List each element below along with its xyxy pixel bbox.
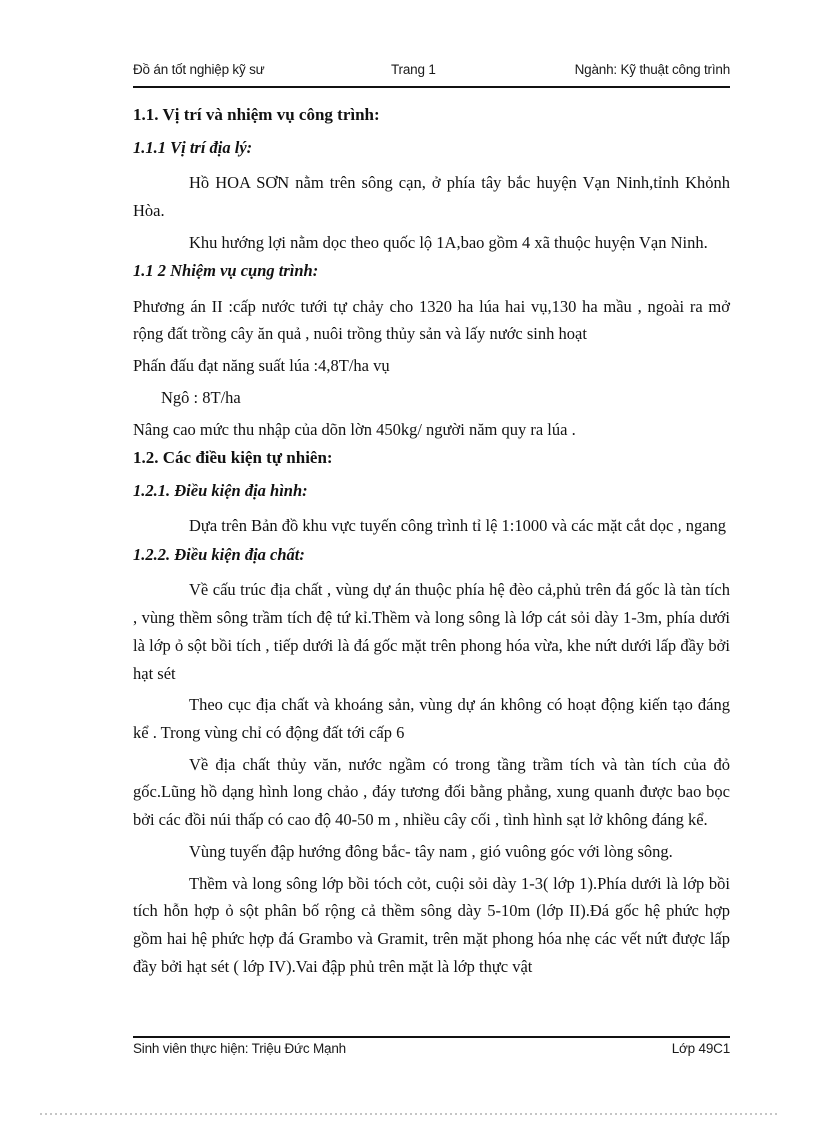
paragraph-1-1-1-b: Khu hướng lợi nằm dọc theo quốc lộ 1A,bao gồm 4 xã thuộc huyện Vạn Ninh. bbox=[189, 232, 708, 252]
footer-student-name: Sinh viên thực hiện: Triệu Đức Mạnh bbox=[133, 1041, 346, 1056]
scan-edge-artifact bbox=[40, 1113, 780, 1115]
heading-1-2-2: 1.2.2. Điều kiện địa chất: bbox=[133, 545, 305, 565]
paragraph-1-1-2-a: Phương án II :cấp nước tưới tự chảy cho 1320 ha lúa hai vụ,130 ha mầu , ngoài ra mở rộng đất trồng cây ăn quả , nuôi trồng thủy sản và lấy nước sinh hoạt bbox=[133, 296, 730, 344]
heading-1-2: 1.2. Các điều kiện tự nhiên: bbox=[133, 448, 333, 468]
page-header bbox=[133, 62, 730, 86]
heading-1-2-1: 1.2.1. Điều kiện địa hình: bbox=[133, 481, 308, 501]
document-body bbox=[133, 92, 730, 980]
paragraph-1-2-1-a: Dựa trên Bản đồ khu vực tuyến công trình tỉ lệ 1:1000 và các mặt cắt dọc , ngang bbox=[189, 516, 727, 536]
paragraph-1-2-2-a: Về cấu trúc địa chất , vùng dự án thuộc phía hệ đèo cả,phủ trên đá gốc là tàn tích , vùng thềm sông trầm tích đệ tứ kỉ.Thềm và long sông là lớp cát sỏi dày 1-3m, phía dưới là lớp ỏ sột bồi tích , tiếp dưới là đá gốc mặt trên phong hóa vừa, khe nứt dưới lấp đầy bởi hạt sét bbox=[133, 580, 730, 683]
paragraph-1-1-2-b: Phấn đấu đạt năng suất lúa :4,8T/ha vụ bbox=[133, 356, 390, 376]
paragraph-1-1-2-c: Ngô : 8T/ha bbox=[161, 387, 241, 407]
paragraph-1-2-2-c: Về địa chất thủy văn, nước ngầm có trong tầng trầm tích và tàn tích của đỏ gốc.Lũng hồ dạng hình long chảo , đáy tương đối bằng phẳng, xung quanh được bao bọc bởi các đồi núi thấp có cao độ 40-50 m , nhiều cây cối , tình hình sạt lở không đáng kể. bbox=[133, 754, 730, 830]
paragraph-1-2-2-d: Vùng tuyến đập hướng đông bắc- tây nam , gió vuông góc với lòng sông. bbox=[189, 841, 673, 861]
header-left-text: Đồ án tốt nghiệp kỹ sư bbox=[133, 62, 265, 77]
footer-divider-rule bbox=[133, 1036, 730, 1038]
heading-1-1: 1.1. Vị trí và nhiệm vụ công trình: bbox=[133, 105, 380, 124]
paragraph-1-1-1-a: Hồ HOA SƠN nằm trên sông cạn, ở phía tây bắc huyện Vạn Ninh,tỉnh Khỏnh Hòa. bbox=[133, 173, 730, 220]
paragraph-1-2-2-e: Thềm và long sông lớp bồi tóch cỏt, cuội sỏi dày 1-3( lớp 1).Phía dưới là lớp bồi tích hỗn hợp ỏ sột phân bố rộng cả thềm sông dày 5-10m (lớp II).Đá gốc hệ phức hợp gồm hai hệ phức hợp đá Grambo và Gramit, trên mặt phong hóa nhẹ các vết nứt được lấp đầy bởi hạt sét ( lớp IV).Vai đập phủ trên mặt là lớp thực vật bbox=[133, 873, 730, 976]
footer-class: Lớp 49C1 bbox=[671, 1041, 730, 1056]
header-divider-rule bbox=[133, 86, 730, 88]
paragraph-1-2-2-b: Theo cục địa chất và khoáng sản, vùng dự án không có hoạt động kiến tạo đáng kể . Trong vùng chỉ có động đất tới cấp 6 bbox=[133, 695, 730, 742]
paragraph-1-1-2-d: Nâng cao mức thu nhập của dõn lờn 450kg/ người năm quy ra lúa . bbox=[133, 419, 576, 439]
header-page-number: Trang 1 bbox=[391, 62, 436, 77]
heading-1-1-1: 1.1.1 Vị trí địa lý: bbox=[133, 137, 253, 157]
header-right-text: Ngành: Kỹ thuật công trình bbox=[574, 62, 730, 77]
heading-1-1-2: 1.1 2 Nhiệm vụ cụng trình: bbox=[133, 261, 319, 281]
